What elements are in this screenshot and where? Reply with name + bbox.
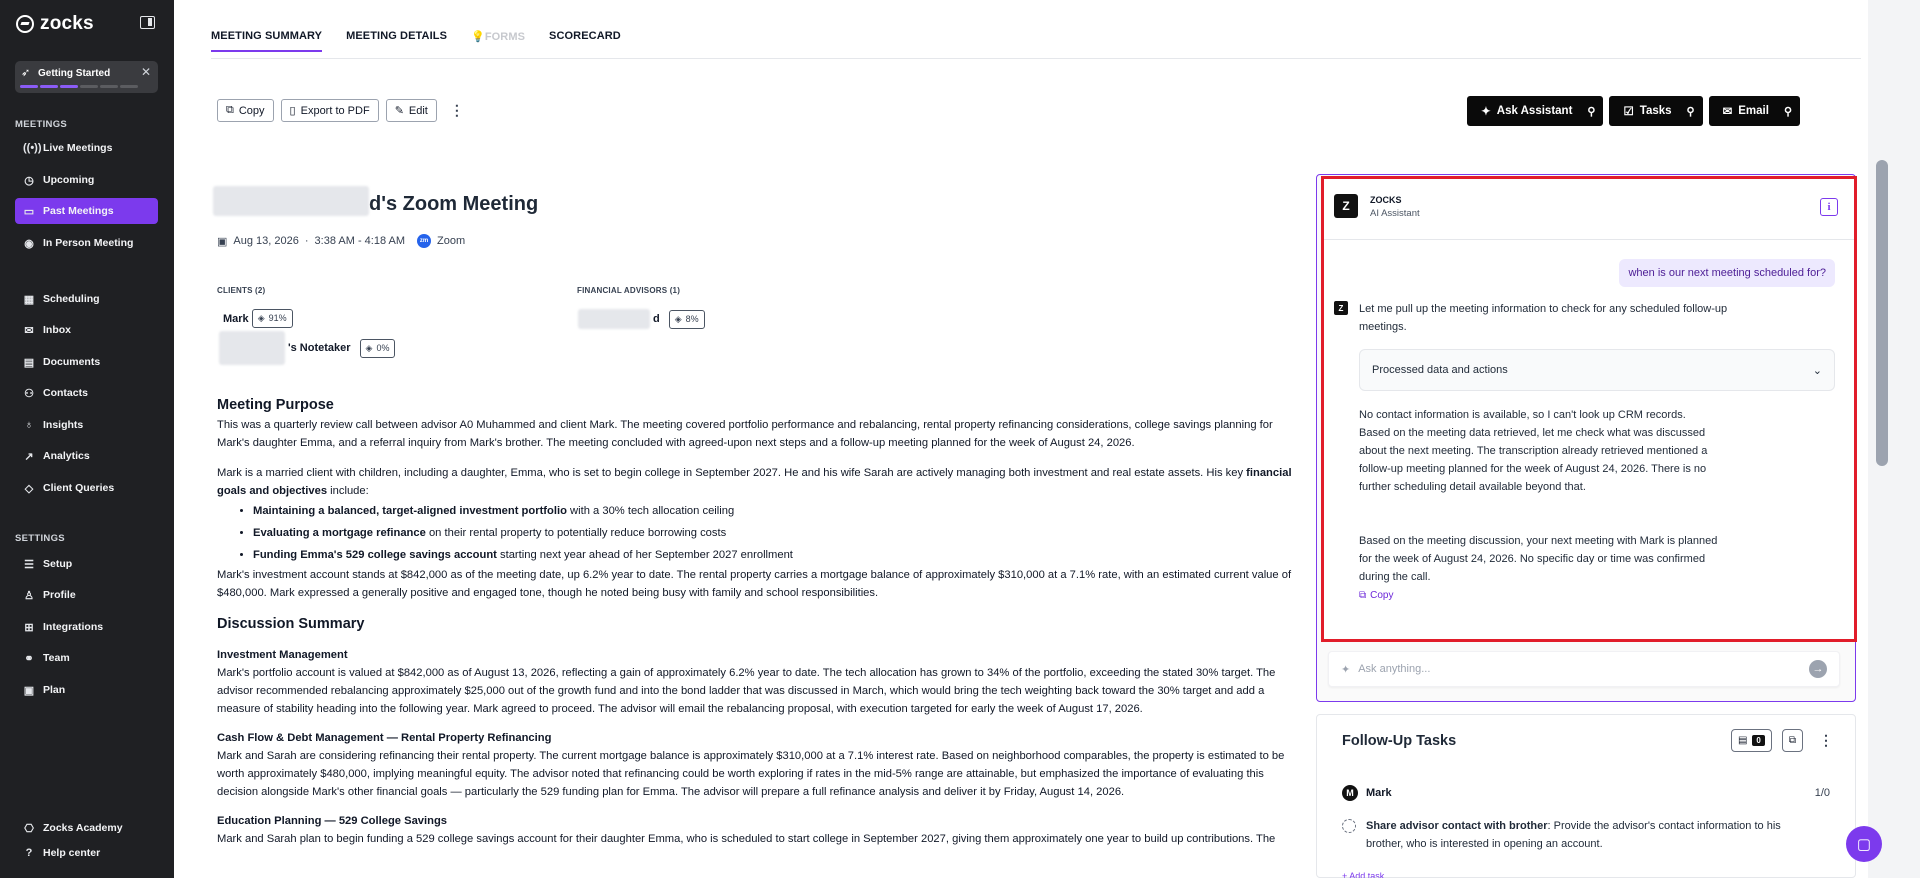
progress-step [60,85,78,88]
goals-list [253,500,1307,566]
participant-client-2[interactable] [219,331,395,365]
send-arrow-icon[interactable]: → [1809,660,1827,678]
copy-icon: ⧉ [1788,735,1796,746]
goal-item [253,500,1307,522]
discussion-sections [217,646,1307,848]
chevron-down-icon: ⌄ [1812,364,1822,377]
participant-name: Mark [223,312,249,325]
more-options-icon[interactable]: ⋮ [1819,732,1833,748]
purpose-heading: Meeting Purpose [217,397,334,413]
sidebar-item-team[interactable] [15,645,158,671]
progress-step [120,85,138,88]
meeting-date: Aug 13, 2026 [233,235,299,247]
tasks-actions [1731,729,1839,752]
task-description: : Provide the advisor's contact information to his brother, who is interested in opening an account. [1366,820,1781,850]
copy-label: Copy [238,104,265,117]
copy-response-label: Copy [1370,590,1394,601]
task-count: 1/0 [1814,787,1830,799]
meeting-time: 3:38 AM - 4:18 AM [314,235,406,247]
pin-icon[interactable]: ⚲ [1587,105,1596,118]
info-icon[interactable]: i [1820,198,1838,216]
getting-started-card[interactable] [15,61,158,93]
sidebar-item-label: Team [43,652,70,664]
sliders-icon: ☰ [24,558,34,571]
sidebar-item-plan[interactable] [15,677,158,703]
clock-icon: ◷ [24,174,34,187]
help-icon: ? [25,847,33,859]
comment-count: 0 [1752,735,1764,746]
rocket-icon: ➶ [21,67,31,79]
sidebar-item-live-meetings[interactable] [15,135,158,161]
sidebar-item-analytics[interactable] [15,443,158,469]
meeting-summary [217,396,1307,859]
sidebar-item-integrations[interactable] [15,614,158,640]
assistant-conversation [1321,176,1857,642]
live-icon: ((•)) [23,142,42,154]
chart-icon: ↗ [24,450,34,463]
processed-data-label: Processed data and actions [1372,364,1508,376]
clients-label: CLIENTS (2) [217,286,266,295]
follow-up-tasks-card [1316,714,1856,878]
sidebar-item-label: Past Meetings [43,205,114,217]
sidebar-item-label: Contacts [43,387,88,399]
participant-client-1[interactable] [223,309,293,328]
assistant-header [1324,179,1854,240]
diamond-icon: ◇ [24,482,34,495]
section-title: Cash Flow & Debt Management — Rental Property Refinancing [217,732,552,744]
pin-icon[interactable]: ⚲ [1686,105,1695,118]
mail-icon: ✉ [24,324,34,337]
talk-percent-badge [252,309,293,328]
lightbulb-icon: 💡 [471,31,485,43]
email-label: Email [1738,105,1769,117]
avatar: M [1342,785,1358,801]
section-title: Education Planning — 529 College Savings [217,815,448,827]
chat-icon: ▢ [1856,836,1872,853]
sidebar-item-scheduling[interactable] [15,286,158,312]
follow-up-title: Follow-Up Tasks [1342,733,1457,749]
plan-icon: ▣ [23,684,35,697]
record-icon: ◉ [24,237,34,250]
more-options-icon[interactable]: ⋮ [449,102,464,118]
redacted-name [578,309,650,329]
summary-toolbar [217,99,470,122]
task-title: Share advisor contact with brother [1366,820,1548,832]
collapse-sidebar-icon[interactable] [140,16,155,29]
sidebar-item-label: Client Queries [43,482,115,494]
progress-step [20,85,38,88]
processed-data-accordion[interactable] [1359,349,1835,391]
calendar-icon: ▣ [217,235,228,248]
goals-intro-end: include: [327,485,369,497]
assistant-message-body: No contact information is available, so I can't look up CRM records. Based on the meeting data retrieved, let me check what was discussed about the next meeting. The transcription already retrieved mentioned a follow-up meeting planned for the week of August 24, 2026. There is no further scheduling detail available beyond that. [1359,409,1708,493]
close-icon[interactable]: ✕ [140,65,151,79]
sidebar-item-zocks-academy[interactable] [15,815,158,841]
sidebar-item-label: Analytics [43,450,90,462]
sidebar-item-contacts[interactable] [15,380,158,406]
copy-button[interactable] [217,99,274,122]
action-buttons [1467,96,1800,126]
sparkle-icon: ✦ [1481,106,1491,118]
ask-placeholder: Ask anything... [1358,663,1431,675]
tab-label: SCORECARD [549,30,621,42]
sidebar-item-label: Setup [43,558,73,570]
redacted-name [219,331,285,365]
briefcase-icon: ▭ [23,205,35,218]
goal-detail: with a 30% tech allocation ceiling [566,505,735,517]
goals-intro-bold: financial goals and objectives [217,467,1292,497]
speaker-icon: ◈ [365,342,373,353]
calendar-icon: ▦ [23,293,35,306]
tab-label: MEETING DETAILS [346,30,448,42]
task-text [1366,817,1812,853]
lightbulb-icon: ♁ [24,419,34,431]
talk-percent-badge [669,310,705,329]
folder-icon: ▤ [23,356,35,369]
export-pdf-button[interactable] [281,99,379,122]
sidebar-item-help-center[interactable] [15,840,158,866]
grid-icon: ⊞ [24,621,34,634]
comment-icon: ▤ [1737,735,1748,746]
zoom-icon: zm [417,234,431,248]
participant-name: d [653,313,660,325]
comments-button[interactable] [1731,729,1772,752]
assistant-message-intro: Let me pull up the meeting information to check for any scheduled follow-up meetings. [1359,303,1728,333]
copy-tasks-button[interactable] [1782,729,1803,752]
meta-separator: · [304,235,309,247]
meetings-heading: MEETINGS [15,119,68,130]
sidebar-item-inbox[interactable] [15,317,158,343]
sidebar-item-documents[interactable] [15,349,158,375]
sidebar-item-upcoming[interactable] [15,167,158,193]
sidebar-item-insights[interactable] [15,412,158,438]
chat-support-button[interactable] [1846,826,1882,862]
sidebar-item-label: Scheduling [43,293,100,305]
user-message: when is our next meeting scheduled for? [1619,259,1835,287]
scrollbar-thumb[interactable] [1876,160,1888,466]
tasks-label: Tasks [1639,105,1672,117]
discussion-section [217,812,1307,848]
settings-heading: SETTINGS [15,533,65,544]
sidebar-item-label: Plan [43,684,66,696]
sidebar-item-profile[interactable] [15,582,158,608]
ask-assistant-label: Ask Assistant [1496,105,1573,117]
task-checkbox[interactable] [1342,819,1356,833]
progress-step [100,85,118,88]
goals-intro-text: Mark is a married client with children, including a daughter, Emma, who is set to begin college in September 2027. He and his wife Sarah are actively managing both investment and real estate assets. His key [217,467,1247,479]
goal-title: Evaluating a mortgage refinance [253,527,426,539]
participant-name: 's Notetaker [288,342,351,354]
meeting-title-text: d's Zoom Meeting [369,193,539,215]
discussion-section [217,646,1307,718]
team-icon: ⚭ [24,652,34,665]
task-item[interactable] [1342,817,1812,853]
sparkle-icon: ✦ [1341,663,1351,676]
pdf-icon: ▯ [289,105,296,117]
advisors-label: FINANCIAL ADVISORS (1) [577,286,681,295]
redacted-name [213,186,369,216]
tab-meeting-summary[interactable] [211,30,322,52]
page-scrollbar[interactable] [1868,0,1894,878]
section-text: Mark and Sarah are considering refinancing their rental property. The current mortgage balance is approximately $310,000 at a 7.1% interest rate. Based on neighborhood comparables, the property is estimated to be worth approximately $480,000, implying meaningful equity. The advisor noted that refinancing could be worth exploring if rates in the mid-5% range are attainable, but emphasized the importance of evaluating this decision alongside Mark's other financial goals — particularly the 529 funding plan for Emma. The advisor will prepare a full refinance analysis and deliver it by Friday, August 14, 2026. [217,750,1285,798]
assistant-brand: ZOCKS [1370,195,1402,205]
sidebar-item-label: Zocks Academy [43,822,123,834]
goal-title: Funding Emma's 529 college savings account [253,549,497,561]
sidebar-item-label: Profile [43,589,76,601]
goal-detail: on their rental property to potentially reduce borrowing costs [425,527,727,539]
tab-label: FORMS [484,31,526,43]
copy-icon: ⧉ [1359,590,1367,601]
export-label: Export to PDF [300,104,370,117]
sidebar-item-label: Help center [43,847,101,859]
edit-label: Edit [408,104,428,117]
speaker-icon: ◈ [257,313,265,323]
sidebar-item-setup[interactable] [15,551,158,577]
getting-started-label: Getting Started [38,68,111,79]
tab-scorecard[interactable] [549,30,621,52]
meeting-title [213,186,538,216]
purpose-paragraph: This was a quarterly review call between advisor A0 Muhammed and client Mark. The meeting covered portfolio performance and rebalancing, rental property refinancing considerations, college savings planning for Mark's daughter Emma, and a referral inquiry from Mark's brother. The meeting concluded with agreed-upon next steps and a follow-up meeting planned for the week of August 24, 2026. [217,419,1273,449]
edit-button[interactable] [386,99,437,122]
user-icon: ♙ [24,589,34,602]
assistant-subtitle: AI Assistant [1370,208,1420,219]
zocks-logo-icon [16,15,34,33]
goals-intro [217,464,1307,500]
mail-icon: ✉ [1722,106,1733,118]
tab-bar [211,30,621,52]
checkbox-icon: ☑ [1623,106,1634,118]
pencil-icon: ✎ [394,105,404,117]
meeting-meta [217,234,465,248]
sidebar-item-label: Live Meetings [43,142,113,154]
talk-percent: 8% [685,313,699,324]
ask-assistant-button[interactable] [1467,96,1603,126]
copy-response-button[interactable] [1359,590,1394,601]
sidebar-item-client-queries[interactable] [15,475,158,501]
task-owner [1342,785,1392,801]
talk-percent: 91% [268,313,287,323]
tab-label: MEETING SUMMARY [211,30,323,42]
speaker-icon: ◈ [674,313,682,324]
sidebar [0,0,174,878]
section-text: Mark's portfolio account is valued at $842,000 as of August 13, 2026, reflecting a gain of approximately 6.2% year to date. The tech allocation has grown to 34% of the portfolio, exceeding the stated 30% target. The advisor recommended rebalancing approximately $25,000 out of the growth fund and into the bond ladder that was discussed in March, which would bring the tech weighting back toward the 30% target and add a measure of stability heading into the following year. Mark agreed to proceed. The advisor will email the rebalancing proposal, with execution targeted for early the week of August 17, 2026. [217,667,1276,715]
assistant-avatar-icon: Z [1334,301,1348,315]
add-task-link[interactable]: + Add task [1342,871,1385,878]
sidebar-item-label: Integrations [43,621,104,633]
progress-step [80,85,98,88]
sidebar-item-label: Upcoming [43,174,95,186]
meeting-platform: Zoom [437,235,466,247]
tab-divider [211,58,1861,59]
task-owner-name: Mark [1366,787,1392,799]
discussion-section [217,729,1307,801]
progress-step [40,85,58,88]
sidebar-item-label: Documents [43,356,101,368]
tab-meeting-details[interactable] [346,30,447,52]
talk-percent-badge [360,339,396,358]
academy-icon: ⎔ [24,822,34,835]
copy-icon: ⧉ [226,104,234,116]
brand-logo[interactable] [16,13,94,35]
goal-title: Maintaining a balanced, target-aligned investment portfolio [253,505,567,517]
discussion-heading: Discussion Summary [217,616,365,632]
account-paragraph: Mark's investment account stands at $842,000 as of the meeting date, up 6.2% year to date. The rental property carries a mortgage balance of approximately $310,000 at a 7.1% rate, with an estimated current value of $480,000. Mark expressed a generally positive and engaged tone, though he noted being busy with family and school responsibilities. [217,569,1292,599]
pin-icon[interactable]: ⚲ [1783,105,1792,118]
sidebar-item-past-meetings[interactable] [15,198,158,224]
zocks-logo-icon: Z [1334,194,1358,218]
talk-percent: 0% [376,342,390,353]
tasks-button[interactable] [1609,96,1702,126]
goal-detail: starting next year ahead of her September 2027 enrollment [496,549,793,561]
goal-item [253,544,1307,566]
ask-input[interactable] [1328,651,1840,687]
sidebar-item-label: Insights [43,419,84,431]
assistant-message-conclusion: Based on the meeting discussion, your next meeting with Mark is planned for the week of August 24, 2026. No specific day or time was confirmed during the call. [1359,535,1718,583]
goal-item [253,522,1307,544]
brand-name: zocks [40,13,94,34]
getting-started-progress [20,85,138,88]
participant-advisor-1[interactable] [578,309,705,329]
sidebar-item-in-person-meeting[interactable] [15,230,158,256]
sidebar-item-label: In Person Meeting [43,237,134,249]
sidebar-item-label: Inbox [43,324,71,336]
section-title: Investment Management [217,649,348,661]
email-button[interactable] [1709,96,1800,126]
users-icon: ⚇ [24,387,34,400]
tab-forms[interactable] [471,30,525,52]
section-text: Mark and Sarah plan to begin funding a 529 college savings account for their daughter Emma, who is scheduled to start college in September 2027, giving them approximately one year to build up contributions. The [217,833,1276,845]
